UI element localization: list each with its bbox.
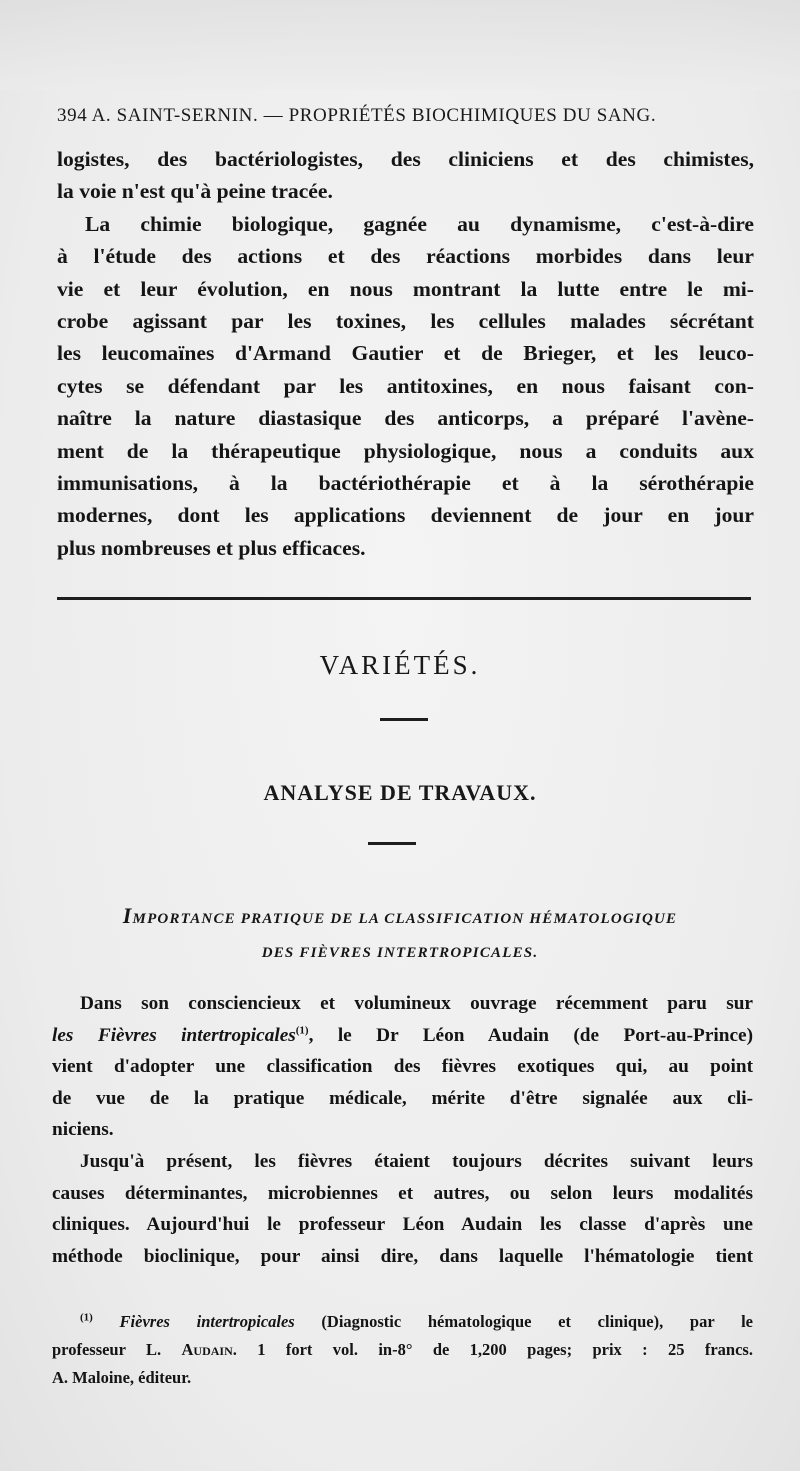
title-rule [380, 718, 428, 721]
text-line: de vue de la pratique médicale, mérite d'être signalée aux cli- [52, 1087, 753, 1109]
text-line: cliniques. Aujourd'hui le professeur Léon Audain les classe d'après une [52, 1214, 753, 1236]
text-line [52, 1020, 753, 1052]
text-segment: professeur L. [52, 1340, 182, 1359]
text-line: Dans son consciencieux et volumineux ouvrage récemment paru sur [80, 993, 753, 1014]
footnote-line [52, 1336, 753, 1364]
text-line: naître la nature diastasique des anticorps, a préparé l'avène- [57, 406, 754, 431]
article-title [0, 899, 800, 970]
running-head: 394 A. SAINT-SERNIN. — PROPRIÉTÉS BIOCHIMIQUES DU SANG. [57, 105, 657, 126]
footnote-ref: (1) [295, 1024, 309, 1037]
concluding-paragraphs [57, 143, 754, 564]
text-segment: (Diagnostic hématologique et clinique), par le [294, 1312, 753, 1331]
text-line: cytes se défendant par les antitoxines, en nous faisant con- [57, 373, 754, 398]
text-line: méthode bioclinique, pour ainsi dire, dans laquelle l'hématologie tient [52, 1245, 753, 1267]
subsection-title: ANALYSE DE TRAVAUX. [263, 780, 537, 805]
footnote-line [52, 1308, 753, 1336]
article-title-rest: MPORTANCE PRATIQUE DE LA CLASSIFICATION HÉMATOLOGIQUE [132, 911, 678, 927]
footnote [52, 1308, 753, 1392]
text-line: vient d'adopter une classification des fièvres exotiques qui, au point [52, 1056, 753, 1078]
section-divider [57, 597, 751, 600]
text-line: crobe agissant par les toxines, les cellules malades sécrétant [57, 309, 754, 334]
article-body [52, 988, 753, 1272]
footnote-marker: (1) [80, 1311, 93, 1324]
article-title-line-2: DES FIÈVRES INTERTROPICALES. [261, 945, 539, 961]
footnote-book-title: Fièvres intertropicales [119, 1312, 295, 1331]
book-title: les Fièvres intertropicales [52, 1024, 296, 1046]
text-line: Jusqu'à présent, les fièvres étaient toujours décrites suivant leurs [80, 1150, 753, 1172]
text-line: les leucomaïnes d'Armand Gautier et de Brieger, et les leuco- [57, 341, 754, 366]
footnote-line: A. Maloine, éditeur. [52, 1368, 192, 1387]
section-title: VARIÉTÉS. [319, 650, 481, 680]
text-segment: , le Dr Léon Audain (de Port-au-Prince) [308, 1024, 753, 1046]
text-segment: . 1 fort vol. in-8° de 1,200 pages; prix : 25 francs. [232, 1340, 753, 1359]
text-line: La chimie biologique, gagnée au dynamisme, c'est-à-dire [85, 211, 754, 236]
text-line: vie et leur évolution, en nous montrant la lutte entre le mi- [57, 276, 754, 301]
text-line: niciens. [52, 1119, 114, 1141]
text-line: plus nombreuses et plus efficaces. [57, 535, 366, 560]
article-title-initial: I [122, 903, 133, 928]
text-line: immunisations, à la bactériothérapie et à la sérothérapie [57, 471, 754, 496]
text-line: modernes, dont les applications deviennent de jour en jour [57, 503, 754, 528]
text-line: à l'étude des actions et des réactions morbides dans leur [57, 244, 754, 269]
footnote-author: Audain [181, 1340, 233, 1359]
subtitle-rule [368, 842, 416, 845]
text-line: causes déterminantes, microbiennes et autres, ou selon leurs modalités [52, 1182, 753, 1204]
page-top-shading [0, 0, 800, 90]
text-line: la voie n'est qu'à peine tracée. [57, 179, 333, 204]
text-line: logistes, des bactériologistes, des cliniciens et des chimistes, [57, 147, 754, 171]
article-title-line-1 [0, 899, 800, 936]
text-line: ment de la thérapeutique physiologique, nous a conduits aux [57, 438, 754, 463]
